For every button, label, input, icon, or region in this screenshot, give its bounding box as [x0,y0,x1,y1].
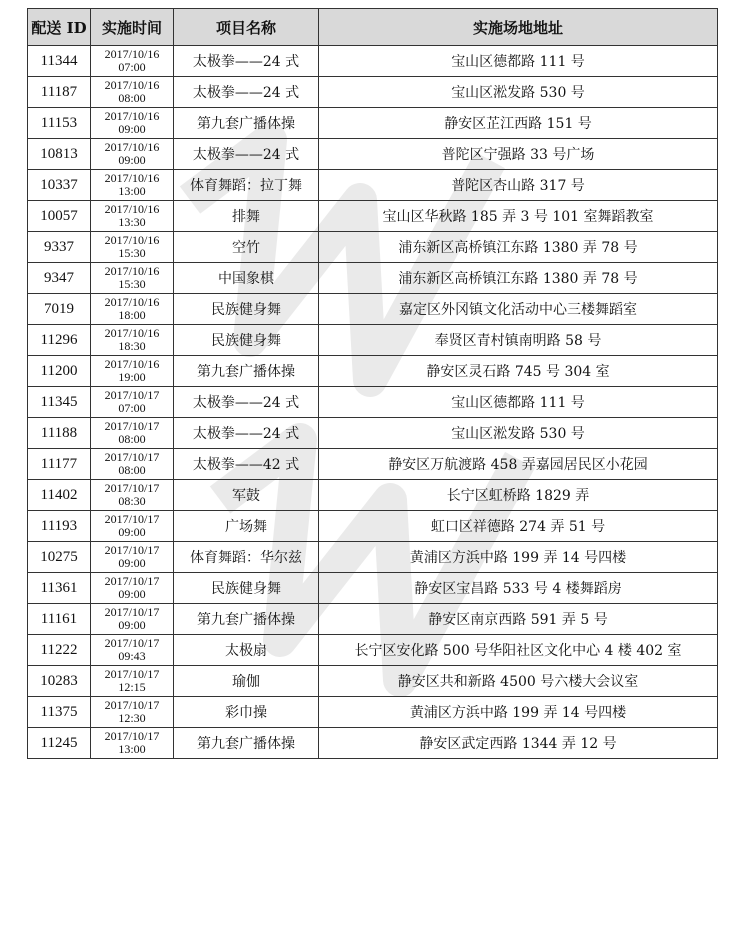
cell-clock: 09:43 [118,649,146,663]
cell-project: 民族健身舞 [174,294,319,325]
cell-project: 军鼓 [174,480,319,511]
table-row [28,635,718,666]
cell-address: 宝山区淞发路 530 号 [319,77,718,108]
table-row [28,542,718,573]
cell-time [91,573,174,604]
cell-date: 2017/10/17 [104,481,160,495]
cell-date: 2017/10/17 [104,512,160,526]
cell-project: 第九套广播体操 [174,108,319,139]
table-row [28,201,718,232]
cell-project: 广场舞 [174,511,319,542]
table-row [28,728,718,759]
cell-time [91,46,174,77]
cell-address: 黄浦区方浜中路 199 弄 14 号四楼 [319,697,718,728]
schedule-table [27,8,718,759]
schedule-table-container [27,8,717,759]
cell-project: 太极拳——24 式 [174,139,319,170]
cell-id: 10057 [28,201,91,232]
cell-id: 11296 [28,325,91,356]
cell-address: 静安区宝昌路 533 号 4 楼舞蹈房 [319,573,718,604]
cell-clock: 15:30 [118,246,146,260]
cell-date: 2017/10/17 [104,729,160,743]
table-row [28,170,718,201]
cell-time [91,263,174,294]
cell-id: 11344 [28,46,91,77]
cell-date: 2017/10/17 [104,636,160,650]
cell-address: 浦东新区高桥镇江东路 1380 弄 78 号 [319,232,718,263]
cell-clock: 08:00 [118,463,146,477]
cell-project: 民族健身舞 [174,573,319,604]
cell-project: 空竹 [174,232,319,263]
cell-id: 11345 [28,387,91,418]
cell-clock: 13:30 [118,215,146,229]
header-time: 实施时间 [91,9,174,46]
cell-id: 11402 [28,480,91,511]
cell-id: 11161 [28,604,91,635]
cell-project: 彩巾操 [174,697,319,728]
cell-date: 2017/10/16 [104,78,160,92]
cell-address: 静安区万航渡路 458 弄嘉园居民区小花园 [319,449,718,480]
table-row [28,77,718,108]
cell-address: 奉贤区青村镇南明路 58 号 [319,325,718,356]
cell-date: 2017/10/17 [104,543,160,557]
cell-date: 2017/10/17 [104,605,160,619]
cell-project: 第九套广播体操 [174,728,319,759]
table-row [28,480,718,511]
cell-id: 10283 [28,666,91,697]
cell-address: 宝山区德都路 111 号 [319,46,718,77]
cell-project: 太极扇 [174,635,319,666]
table-row [28,294,718,325]
cell-project: 太极拳——24 式 [174,77,319,108]
cell-address: 长宁区虹桥路 1829 弄 [319,480,718,511]
cell-clock: 13:00 [118,742,146,756]
cell-address: 静安区灵石路 745 号 304 室 [319,356,718,387]
cell-project: 排舞 [174,201,319,232]
cell-time [91,232,174,263]
table-row [28,232,718,263]
cell-clock: 08:30 [118,494,146,508]
cell-clock: 09:00 [118,122,146,136]
cell-date: 2017/10/16 [104,357,160,371]
table-row [28,139,718,170]
cell-project: 太极拳——24 式 [174,418,319,449]
cell-time [91,511,174,542]
cell-time [91,77,174,108]
cell-date: 2017/10/17 [104,419,160,433]
cell-address: 黄浦区方浜中路 199 弄 14 号四楼 [319,542,718,573]
cell-id: 11200 [28,356,91,387]
cell-date: 2017/10/17 [104,388,160,402]
cell-address: 浦东新区高桥镇江东路 1380 弄 78 号 [319,263,718,294]
cell-project: 第九套广播体操 [174,604,319,635]
cell-clock: 18:30 [118,339,146,353]
cell-clock: 08:00 [118,432,146,446]
cell-date: 2017/10/16 [104,264,160,278]
table-body [28,46,718,759]
cell-date: 2017/10/17 [104,698,160,712]
cell-clock: 15:30 [118,277,146,291]
cell-date: 2017/10/17 [104,574,160,588]
table-row [28,387,718,418]
cell-date: 2017/10/16 [104,202,160,216]
header-id: 配送 ID [28,9,91,46]
cell-clock: 07:00 [118,401,146,415]
cell-id: 11153 [28,108,91,139]
cell-address: 普陀区宁强路 33 号广场 [319,139,718,170]
cell-id: 11193 [28,511,91,542]
cell-time [91,387,174,418]
cell-address: 宝山区德都路 111 号 [319,387,718,418]
table-header-row [28,9,718,46]
table-row [28,325,718,356]
cell-clock: 12:30 [118,711,146,725]
cell-clock: 09:00 [118,525,146,539]
table-row [28,449,718,480]
cell-project: 太极拳——24 式 [174,46,319,77]
cell-time [91,108,174,139]
cell-date: 2017/10/16 [104,140,160,154]
cell-clock: 09:00 [118,556,146,570]
table-row [28,697,718,728]
cell-id: 11177 [28,449,91,480]
cell-time [91,635,174,666]
table-row [28,511,718,542]
cell-clock: 13:00 [118,184,146,198]
cell-date: 2017/10/16 [104,109,160,123]
cell-address: 嘉定区外冈镇文化活动中心三楼舞蹈室 [319,294,718,325]
cell-time [91,139,174,170]
cell-id: 10337 [28,170,91,201]
cell-clock: 09:00 [118,618,146,632]
table-row [28,108,718,139]
cell-time [91,697,174,728]
cell-id: 11222 [28,635,91,666]
cell-date: 2017/10/16 [104,326,160,340]
cell-date: 2017/10/16 [104,295,160,309]
cell-clock: 07:00 [118,60,146,74]
cell-id: 11245 [28,728,91,759]
cell-id: 11361 [28,573,91,604]
cell-address: 静安区武定西路 1344 弄 12 号 [319,728,718,759]
cell-time [91,449,174,480]
cell-address: 静安区共和新路 4500 号六楼大会议室 [319,666,718,697]
header-address: 实施场地地址 [319,9,718,46]
cell-address: 宝山区华秋路 185 弄 3 号 101 室舞蹈教室 [319,201,718,232]
cell-id: 10275 [28,542,91,573]
cell-project: 民族健身舞 [174,325,319,356]
table-row [28,573,718,604]
table-row [28,604,718,635]
cell-id: 7019 [28,294,91,325]
cell-date: 2017/10/16 [104,171,160,185]
cell-time [91,666,174,697]
cell-time [91,542,174,573]
cell-time [91,728,174,759]
table-row [28,263,718,294]
cell-date: 2017/10/17 [104,450,160,464]
table-row [28,666,718,697]
cell-address: 静安区南京西路 591 弄 5 号 [319,604,718,635]
cell-clock: 12:15 [118,680,146,694]
cell-time [91,418,174,449]
cell-time [91,170,174,201]
cell-project: 体育舞蹈：华尔兹 [174,542,319,573]
cell-date: 2017/10/16 [104,233,160,247]
cell-time [91,604,174,635]
cell-project: 太极拳——24 式 [174,387,319,418]
cell-project: 中国象棋 [174,263,319,294]
cell-id: 11375 [28,697,91,728]
cell-time [91,201,174,232]
cell-project: 体育舞蹈：拉丁舞 [174,170,319,201]
table-row [28,46,718,77]
cell-address: 虹口区祥德路 274 弄 51 号 [319,511,718,542]
cell-id: 10813 [28,139,91,170]
header-project: 项目名称 [174,9,319,46]
cell-address: 普陀区杏山路 317 号 [319,170,718,201]
table-row [28,418,718,449]
cell-address: 宝山区淞发路 530 号 [319,418,718,449]
cell-project: 瑜伽 [174,666,319,697]
cell-address: 静安区芷江西路 151 号 [319,108,718,139]
cell-address: 长宁区安化路 500 号华阳社区文化中心 4 楼 402 室 [319,635,718,666]
cell-clock: 09:00 [118,153,146,167]
table-row [28,356,718,387]
cell-clock: 08:00 [118,91,146,105]
cell-time [91,325,174,356]
cell-id: 9347 [28,263,91,294]
cell-id: 9337 [28,232,91,263]
cell-date: 2017/10/17 [104,667,160,681]
cell-time [91,294,174,325]
cell-time [91,480,174,511]
cell-id: 11187 [28,77,91,108]
cell-id: 11188 [28,418,91,449]
cell-clock: 09:00 [118,587,146,601]
cell-clock: 18:00 [118,308,146,322]
cell-project: 太极拳——42 式 [174,449,319,480]
cell-date: 2017/10/16 [104,47,160,61]
cell-time [91,356,174,387]
cell-project: 第九套广播体操 [174,356,319,387]
cell-clock: 19:00 [118,370,146,384]
